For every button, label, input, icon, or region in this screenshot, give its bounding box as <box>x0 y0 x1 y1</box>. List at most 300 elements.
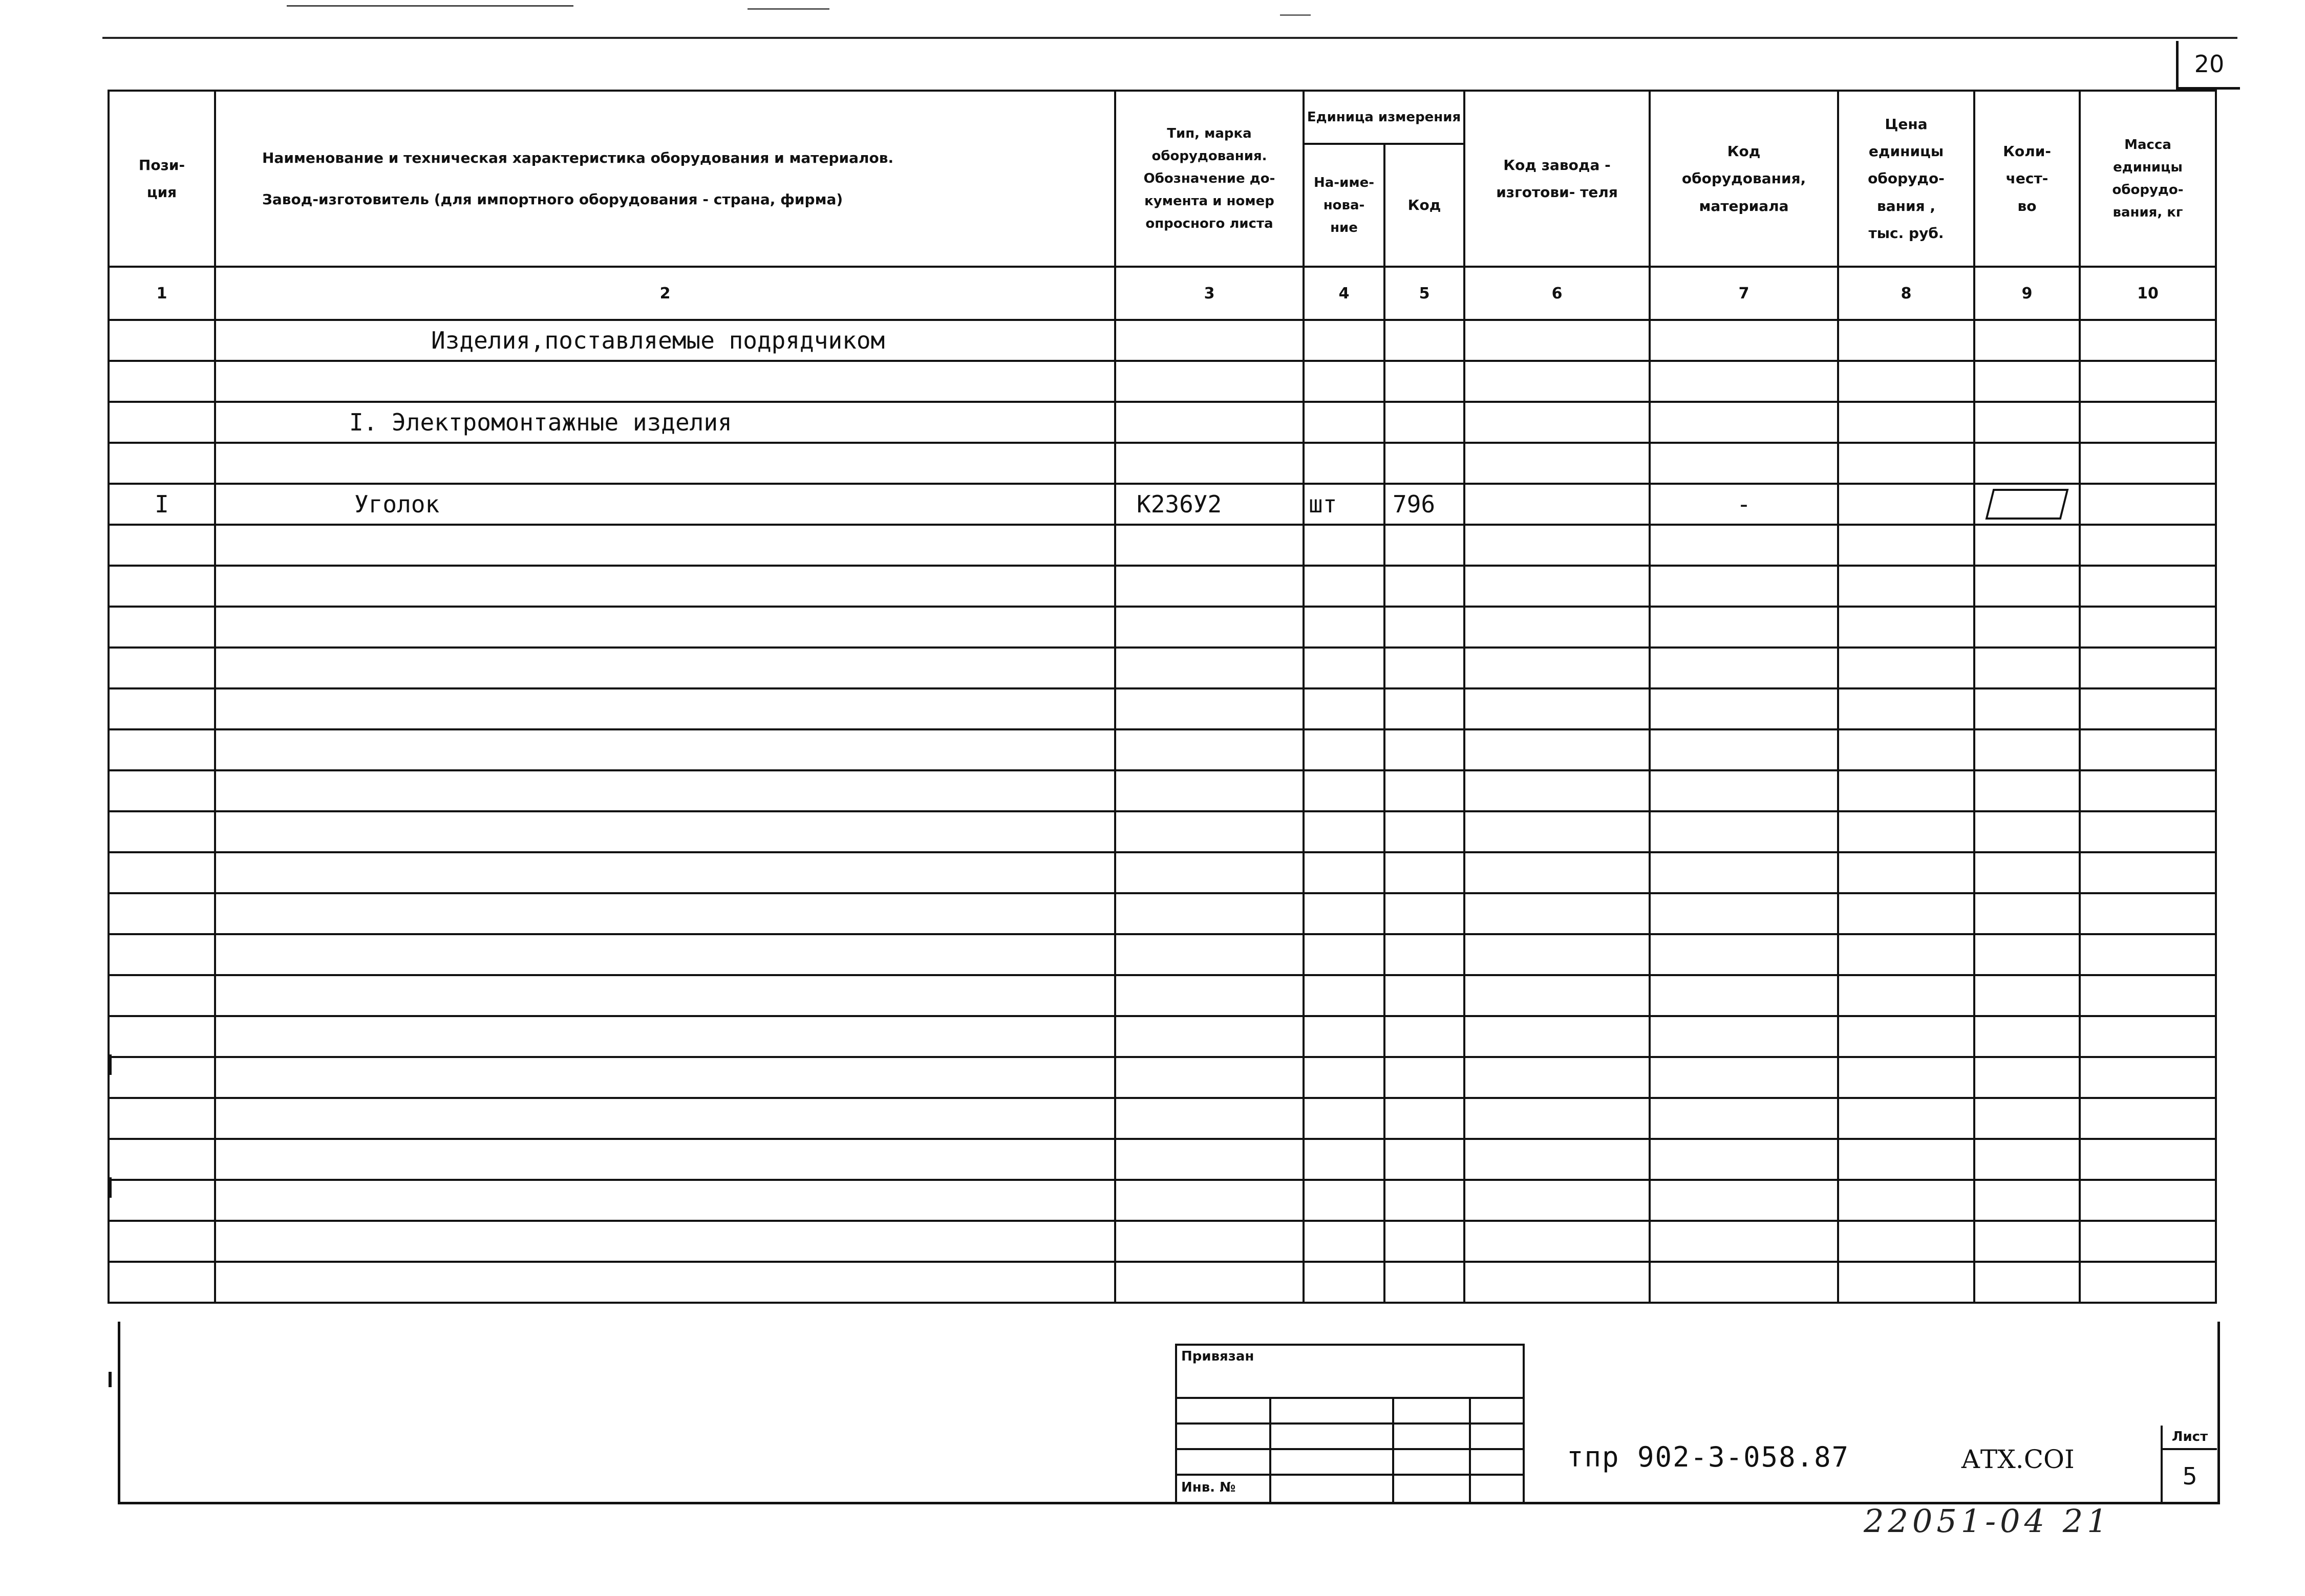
cell-type <box>1115 1098 1304 1139</box>
cell-name <box>215 361 1115 402</box>
cell-quantity <box>1974 443 2080 484</box>
cell-equipment-code <box>1650 525 1838 566</box>
header-quantity: Коли-чест-во <box>1974 91 2080 267</box>
cell-position <box>109 648 215 688</box>
cell-equipment-code <box>1650 688 1838 729</box>
cell-name <box>215 1180 1115 1221</box>
cell-price <box>1838 934 1974 975</box>
cell-mass <box>2080 770 2216 811</box>
cell-price <box>1838 1098 1974 1139</box>
cell-price <box>1838 607 1974 648</box>
cell-position <box>109 1016 215 1057</box>
cell-equipment-code <box>1650 893 1838 934</box>
cell-plant-code <box>1464 1262 1650 1303</box>
cell-position <box>109 402 215 443</box>
cell-plant-code <box>1464 811 1650 852</box>
cell-unit-code <box>1384 1016 1464 1057</box>
cell-position <box>109 525 215 566</box>
cell-unit-name <box>1304 443 1384 484</box>
sheet-number-top: 20 <box>2176 41 2240 90</box>
document-code: тпр 902-3-058.87 <box>1567 1441 1850 1473</box>
header-unit-code: Код <box>1384 144 1464 267</box>
cell-unit-code <box>1384 1180 1464 1221</box>
cell-unit-code <box>1384 1098 1464 1139</box>
cell-quantity <box>1974 484 2080 525</box>
cell-equipment-code <box>1650 1180 1838 1221</box>
cell-position <box>109 607 215 648</box>
cell-unit-code <box>1384 443 1464 484</box>
empty-row <box>109 1057 2216 1098</box>
cell-mass <box>2080 566 2216 607</box>
cell-unit-name <box>1304 770 1384 811</box>
cell-quantity <box>1974 648 2080 688</box>
cell-mass <box>2080 320 2216 361</box>
cell-price <box>1838 852 1974 893</box>
empty-row <box>109 1180 2216 1221</box>
top-border-line <box>102 37 2237 39</box>
cell-unit-name <box>1304 525 1384 566</box>
cell-plant-code <box>1464 1016 1650 1057</box>
cell-unit-code <box>1384 893 1464 934</box>
cell-mass <box>2080 852 2216 893</box>
archive-number: 22051-04 21 <box>1864 1502 2111 1540</box>
cell-unit-name <box>1304 1098 1384 1139</box>
cell-price <box>1838 484 1974 525</box>
empty-row <box>109 852 2216 893</box>
scan-mark <box>287 5 573 7</box>
cell-name <box>215 1098 1115 1139</box>
cell-quantity <box>1974 361 2080 402</box>
cell-equipment-code <box>1650 1057 1838 1098</box>
cell-equipment-code <box>1650 443 1838 484</box>
cell-unit-name <box>1304 1180 1384 1221</box>
header-name-line1: Наименование и техническая характеристика оборудования и материалов. <box>262 149 894 166</box>
cell-plant-code <box>1464 975 1650 1016</box>
cell-plant-code <box>1464 320 1650 361</box>
cell-name <box>215 525 1115 566</box>
cell-unit-code <box>1384 1221 1464 1262</box>
cell-name <box>215 1262 1115 1303</box>
cell-name <box>215 729 1115 770</box>
cell-unit-code <box>1384 729 1464 770</box>
header-mass: Масса единицы оборудо-вания, кг <box>2080 91 2216 267</box>
cell-mass <box>2080 934 2216 975</box>
cell-mass <box>2080 1098 2216 1139</box>
cell-unit-name <box>1304 320 1384 361</box>
table-row <box>109 402 2216 443</box>
column-number: 9 <box>1974 267 2080 320</box>
cell-unit-name <box>1304 607 1384 648</box>
cell-price <box>1838 1262 1974 1303</box>
cell-quantity <box>1974 688 2080 729</box>
margin-tick <box>109 1054 112 1075</box>
column-number: 5 <box>1384 267 1464 320</box>
cell-position <box>109 688 215 729</box>
cell-name <box>215 443 1115 484</box>
cell-mass <box>2080 443 2216 484</box>
cell-mass <box>2080 525 2216 566</box>
cell-plant-code <box>1464 893 1650 934</box>
inventory-label: Инв. № <box>1181 1480 1236 1495</box>
column-number: 8 <box>1838 267 1974 320</box>
sheet-label: Лист <box>2163 1426 2217 1450</box>
cell-type <box>1115 1262 1304 1303</box>
specification-table <box>108 90 2217 1304</box>
column-number: 2 <box>215 267 1115 320</box>
header-position: Пози- ция <box>109 91 215 267</box>
cell-type <box>1115 402 1304 443</box>
cell-price <box>1838 402 1974 443</box>
cell-quantity <box>1974 1057 2080 1098</box>
cell-mass <box>2080 1016 2216 1057</box>
cell-equipment-code <box>1650 566 1838 607</box>
cell-type <box>1115 852 1304 893</box>
quantity-box <box>1986 489 2069 520</box>
cell-unit-code <box>1384 1262 1464 1303</box>
empty-row <box>109 688 2216 729</box>
stamp-divider <box>1469 1397 1471 1503</box>
cell-unit-code <box>1384 688 1464 729</box>
cell-equipment-code <box>1650 852 1838 893</box>
cell-position <box>109 852 215 893</box>
scan-mark <box>1280 14 1311 16</box>
cell-type: К236У2 <box>1115 484 1304 525</box>
cell-position <box>109 1139 215 1180</box>
cell-plant-code <box>1464 770 1650 811</box>
cell-price <box>1838 975 1974 1016</box>
cell-type <box>1115 1016 1304 1057</box>
empty-row <box>109 1098 2216 1139</box>
cell-unit-name <box>1304 566 1384 607</box>
cell-equipment-code <box>1650 1139 1838 1180</box>
cell-position <box>109 1262 215 1303</box>
cell-unit-name <box>1304 648 1384 688</box>
cell-unit-code <box>1384 402 1464 443</box>
cell-position <box>109 975 215 1016</box>
cell-type <box>1115 811 1304 852</box>
cell-mass <box>2080 648 2216 688</box>
cell-position <box>109 770 215 811</box>
cell-unit-code <box>1384 934 1464 975</box>
cell-price <box>1838 361 1974 402</box>
cell-plant-code <box>1464 688 1650 729</box>
cell-unit-name <box>1304 852 1384 893</box>
header-price: Цена единицы оборудо-вания , тыс. руб. <box>1838 91 1974 267</box>
column-number: 6 <box>1464 267 1650 320</box>
cell-unit-code <box>1384 648 1464 688</box>
cell-type <box>1115 1139 1304 1180</box>
cell-quantity <box>1974 1180 2080 1221</box>
cell-name <box>215 1016 1115 1057</box>
cell-equipment-code <box>1650 1221 1838 1262</box>
cell-name <box>215 975 1115 1016</box>
cell-type <box>1115 893 1304 934</box>
cell-plant-code <box>1464 361 1650 402</box>
cell-position: I <box>109 484 215 525</box>
cell-plant-code <box>1464 1221 1650 1262</box>
cell-type <box>1115 934 1304 975</box>
cell-equipment-code <box>1650 648 1838 688</box>
column-number-row <box>109 267 2216 320</box>
cell-name: I. Электромонтажные изделия <box>215 402 1115 443</box>
cell-plant-code <box>1464 484 1650 525</box>
cell-price <box>1838 1016 1974 1057</box>
cell-unit-code <box>1384 770 1464 811</box>
cell-equipment-code <box>1650 934 1838 975</box>
document-mark: АТХ.СОI <box>1961 1444 2075 1474</box>
cell-position <box>109 320 215 361</box>
cell-price <box>1838 1221 1974 1262</box>
cell-position <box>109 893 215 934</box>
cell-name <box>215 607 1115 648</box>
empty-row <box>109 975 2216 1016</box>
empty-row <box>109 934 2216 975</box>
stamp-divider <box>1269 1397 1271 1503</box>
cell-unit-name <box>1304 1221 1384 1262</box>
cell-type <box>1115 1180 1304 1221</box>
cell-price <box>1838 811 1974 852</box>
cell-quantity <box>1974 1098 2080 1139</box>
empty-row <box>109 1139 2216 1180</box>
cell-position <box>109 811 215 852</box>
cell-type <box>1115 1221 1304 1262</box>
cell-plant-code <box>1464 607 1650 648</box>
cell-unit-code <box>1384 1139 1464 1180</box>
cell-equipment-code: - <box>1650 484 1838 525</box>
cell-plant-code <box>1464 1098 1650 1139</box>
cell-mass <box>2080 1057 2216 1098</box>
empty-row <box>109 566 2216 607</box>
column-number: 4 <box>1304 267 1384 320</box>
cell-position <box>109 443 215 484</box>
cell-mass <box>2080 1180 2216 1221</box>
cell-position <box>109 1057 215 1098</box>
scan-mark <box>748 8 829 10</box>
cell-price <box>1838 648 1974 688</box>
cell-unit-name <box>1304 402 1384 443</box>
table-row <box>109 361 2216 402</box>
table-row <box>109 443 2216 484</box>
cell-plant-code <box>1464 934 1650 975</box>
cell-unit-name <box>1304 361 1384 402</box>
empty-row <box>109 607 2216 648</box>
cell-mass <box>2080 1262 2216 1303</box>
cell-equipment-code <box>1650 607 1838 648</box>
cell-name <box>215 893 1115 934</box>
cell-quantity <box>1974 934 2080 975</box>
empty-row <box>109 893 2216 934</box>
cell-name <box>215 811 1115 852</box>
cell-unit-name <box>1304 934 1384 975</box>
cell-plant-code <box>1464 1057 1650 1098</box>
cell-name <box>215 688 1115 729</box>
cell-plant-code <box>1464 648 1650 688</box>
cell-price <box>1838 320 1974 361</box>
cell-position <box>109 934 215 975</box>
cell-equipment-code <box>1650 770 1838 811</box>
cell-plant-code <box>1464 402 1650 443</box>
header-plant-code: Код завода - изготови- теля <box>1464 91 1650 267</box>
header-name <box>215 91 1115 267</box>
sheet-box <box>2161 1426 2217 1502</box>
cell-unit-code <box>1384 525 1464 566</box>
cell-unit-name <box>1304 975 1384 1016</box>
cell-plant-code <box>1464 443 1650 484</box>
cell-quantity <box>1974 1262 2080 1303</box>
cell-position <box>109 1221 215 1262</box>
cell-mass <box>2080 893 2216 934</box>
cell-name: Изделия,поставляемые подрядчиком <box>215 320 1115 361</box>
cell-quantity <box>1974 975 2080 1016</box>
empty-row <box>109 648 2216 688</box>
cell-quantity <box>1974 852 2080 893</box>
cell-name <box>215 566 1115 607</box>
cell-type <box>1115 361 1304 402</box>
cell-unit-name <box>1304 1262 1384 1303</box>
cell-unit-code: 796 <box>1384 484 1464 525</box>
cell-type <box>1115 1057 1304 1098</box>
cell-name <box>215 1057 1115 1098</box>
cell-type <box>1115 770 1304 811</box>
cell-price <box>1838 893 1974 934</box>
cell-unit-name <box>1304 688 1384 729</box>
empty-row <box>109 525 2216 566</box>
empty-row <box>109 811 2216 852</box>
cell-unit-name <box>1304 729 1384 770</box>
table-row <box>109 320 2216 361</box>
cell-unit-name <box>1304 893 1384 934</box>
header-equipment-code: Код оборудования, материала <box>1650 91 1838 267</box>
cell-position <box>109 729 215 770</box>
cell-unit-name <box>1304 1016 1384 1057</box>
cell-type <box>1115 320 1304 361</box>
cell-mass <box>2080 361 2216 402</box>
cell-mass <box>2080 607 2216 648</box>
cell-price <box>1838 566 1974 607</box>
cell-position <box>109 566 215 607</box>
cell-unit-code <box>1384 811 1464 852</box>
cell-equipment-code <box>1650 1098 1838 1139</box>
cell-price <box>1838 729 1974 770</box>
stamp-divider <box>1392 1397 1394 1503</box>
cell-name <box>215 1139 1115 1180</box>
column-number: 10 <box>2080 267 2216 320</box>
cell-mass <box>2080 975 2216 1016</box>
cell-unit-name <box>1304 1057 1384 1098</box>
cell-unit-name <box>1304 1139 1384 1180</box>
cell-price <box>1838 688 1974 729</box>
cell-plant-code <box>1464 566 1650 607</box>
header-unit: Единица измерения <box>1304 91 1464 144</box>
empty-row <box>109 729 2216 770</box>
cell-type <box>1115 443 1304 484</box>
cell-quantity <box>1974 1139 2080 1180</box>
cell-type <box>1115 525 1304 566</box>
cell-mass <box>2080 729 2216 770</box>
cell-quantity <box>1974 1221 2080 1262</box>
empty-row <box>109 1262 2216 1303</box>
cell-unit-name: шт <box>1304 484 1384 525</box>
column-number: 1 <box>109 267 215 320</box>
cell-type <box>1115 688 1304 729</box>
cell-quantity <box>1974 811 2080 852</box>
empty-row <box>109 770 2216 811</box>
cell-type <box>1115 566 1304 607</box>
margin-tick <box>109 1177 112 1198</box>
cell-quantity <box>1974 607 2080 648</box>
cell-unit-code <box>1384 566 1464 607</box>
cell-name <box>215 648 1115 688</box>
cell-type <box>1115 975 1304 1016</box>
cell-equipment-code <box>1650 320 1838 361</box>
cell-name <box>215 770 1115 811</box>
cell-mass <box>2080 688 2216 729</box>
cell-quantity <box>1974 1016 2080 1057</box>
cell-quantity <box>1974 770 2080 811</box>
cell-type <box>1115 607 1304 648</box>
title-block <box>118 1322 2220 1504</box>
attached-label: Привязан <box>1181 1349 1254 1364</box>
cell-quantity <box>1974 566 2080 607</box>
cell-unit-name <box>1304 811 1384 852</box>
cell-position <box>109 361 215 402</box>
cell-unit-code <box>1384 852 1464 893</box>
cell-equipment-code <box>1650 402 1838 443</box>
cell-position <box>109 1180 215 1221</box>
cell-unit-code <box>1384 361 1464 402</box>
column-number: 3 <box>1115 267 1304 320</box>
sheet-value: 5 <box>2182 1462 2197 1490</box>
cell-quantity <box>1974 893 2080 934</box>
cell-mass <box>2080 1221 2216 1262</box>
header-type: Тип, марка оборудования. Обозначение до-кумента и номер опросного листа <box>1115 91 1304 267</box>
margin-tick <box>109 1372 112 1387</box>
cell-plant-code <box>1464 852 1650 893</box>
cell-plant-code <box>1464 1139 1650 1180</box>
cell-plant-code <box>1464 729 1650 770</box>
cell-mass <box>2080 402 2216 443</box>
cell-equipment-code <box>1650 1262 1838 1303</box>
cell-name <box>215 852 1115 893</box>
cell-equipment-code <box>1650 975 1838 1016</box>
cell-mass <box>2080 1139 2216 1180</box>
cell-equipment-code <box>1650 361 1838 402</box>
cell-equipment-code <box>1650 729 1838 770</box>
empty-row <box>109 1016 2216 1057</box>
cell-plant-code <box>1464 525 1650 566</box>
cell-unit-code <box>1384 607 1464 648</box>
cell-equipment-code <box>1650 1016 1838 1057</box>
cell-price <box>1838 443 1974 484</box>
cell-price <box>1838 770 1974 811</box>
cell-quantity <box>1974 402 2080 443</box>
cell-type <box>1115 729 1304 770</box>
cell-unit-code <box>1384 1057 1464 1098</box>
cell-quantity <box>1974 320 2080 361</box>
cell-price <box>1838 1180 1974 1221</box>
cell-position <box>109 1098 215 1139</box>
cell-quantity <box>1974 729 2080 770</box>
column-number: 7 <box>1650 267 1838 320</box>
empty-row <box>109 1221 2216 1262</box>
cell-mass <box>2080 811 2216 852</box>
cell-mass <box>2080 484 2216 525</box>
header-unit-name: На-име-нова-ние <box>1304 144 1384 267</box>
cell-price <box>1838 1057 1974 1098</box>
cell-unit-code <box>1384 975 1464 1016</box>
cell-price <box>1838 1139 1974 1180</box>
cell-name <box>215 934 1115 975</box>
